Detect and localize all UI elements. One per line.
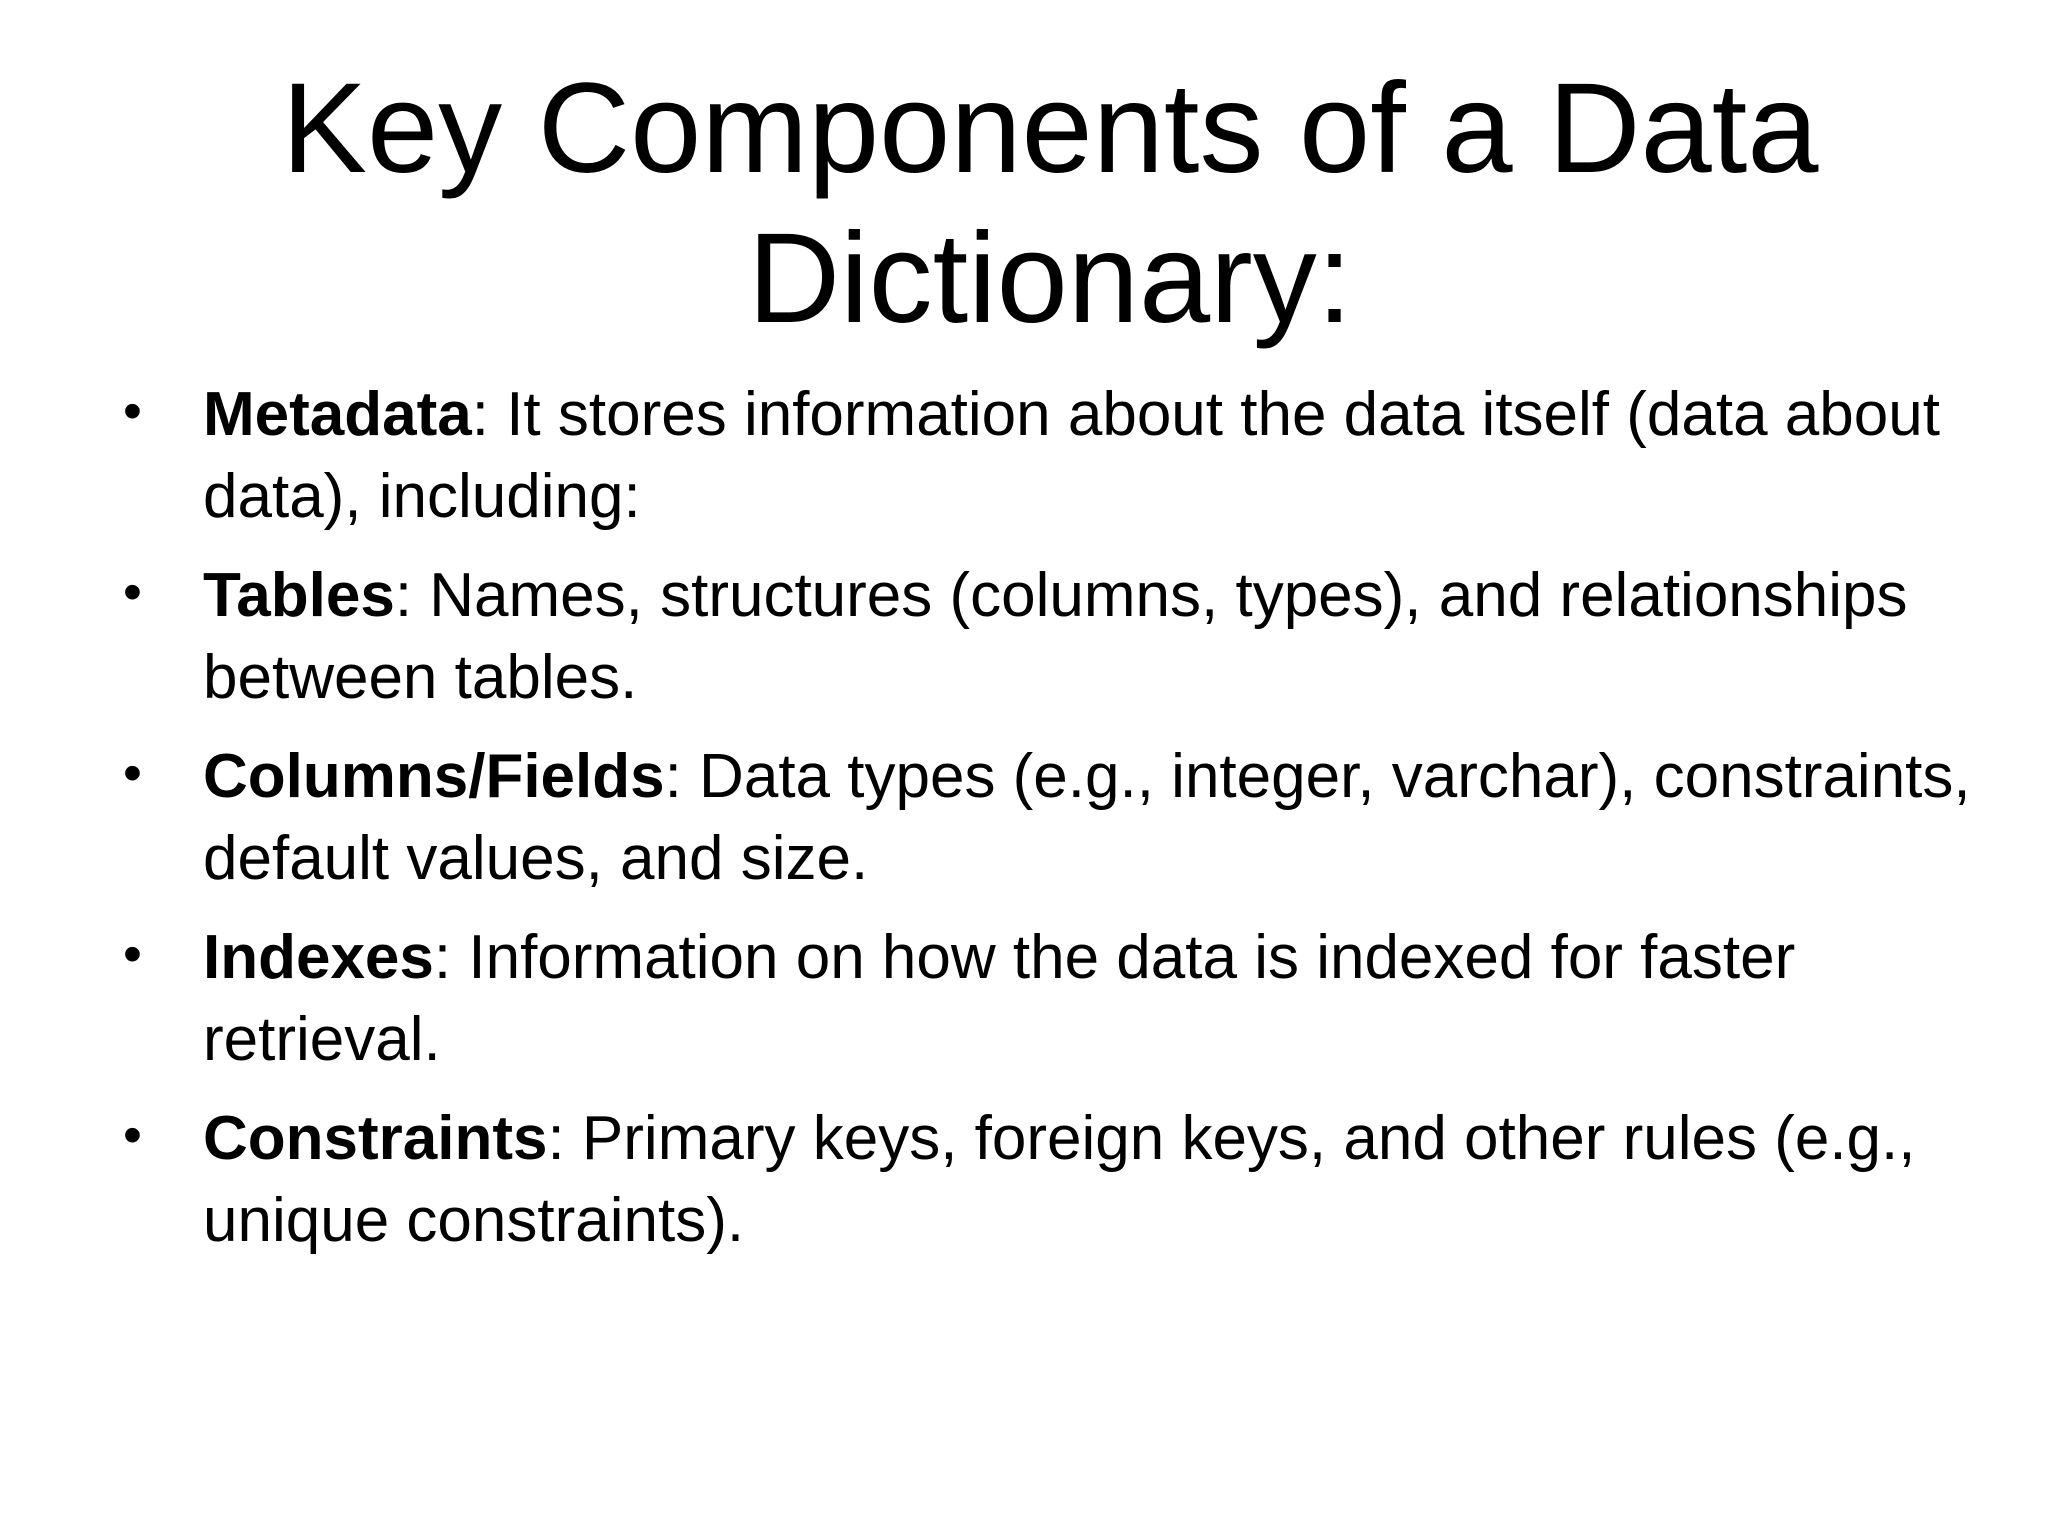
bullet-text: : Names, structures (columns, types), and relationships between tables. — [203, 561, 1908, 712]
bullet-term: Constraints — [203, 1104, 548, 1173]
bullet-item-constraints — [120, 1098, 1980, 1262]
bullet-text: : It stores information about the data itself (data about data), including: — [203, 380, 1940, 531]
bullet-list — [120, 374, 1980, 1279]
bullet-icon: • — [123, 924, 142, 984]
bullet-icon: • — [123, 381, 142, 441]
bullet-icon: • — [123, 562, 142, 622]
bullet-term: Tables — [203, 561, 395, 630]
bullet-text: : Data types (e.g., integer, varchar), constraints, default values, and size. — [203, 742, 1971, 893]
slide-title: Key Components of a Data Dictionary: — [281, 57, 1819, 350]
bullet-item-tables — [120, 555, 1980, 719]
bullet-text: : Primary keys, foreign keys, and other rules (e.g., unique constraints). — [203, 1104, 1916, 1255]
bullet-item-indexes — [120, 917, 1980, 1081]
bullet-term: Columns/Fields — [203, 742, 665, 811]
bullet-icon: • — [123, 743, 142, 803]
bullet-item-columns-fields — [120, 736, 1980, 900]
bullet-term: Metadata — [203, 380, 472, 449]
bullet-icon: • — [123, 1105, 142, 1165]
bullet-item-metadata — [120, 374, 1980, 538]
bullet-term: Indexes — [203, 923, 434, 992]
bullet-text: : Information on how the data is indexed for faster retrieval. — [203, 923, 1796, 1074]
